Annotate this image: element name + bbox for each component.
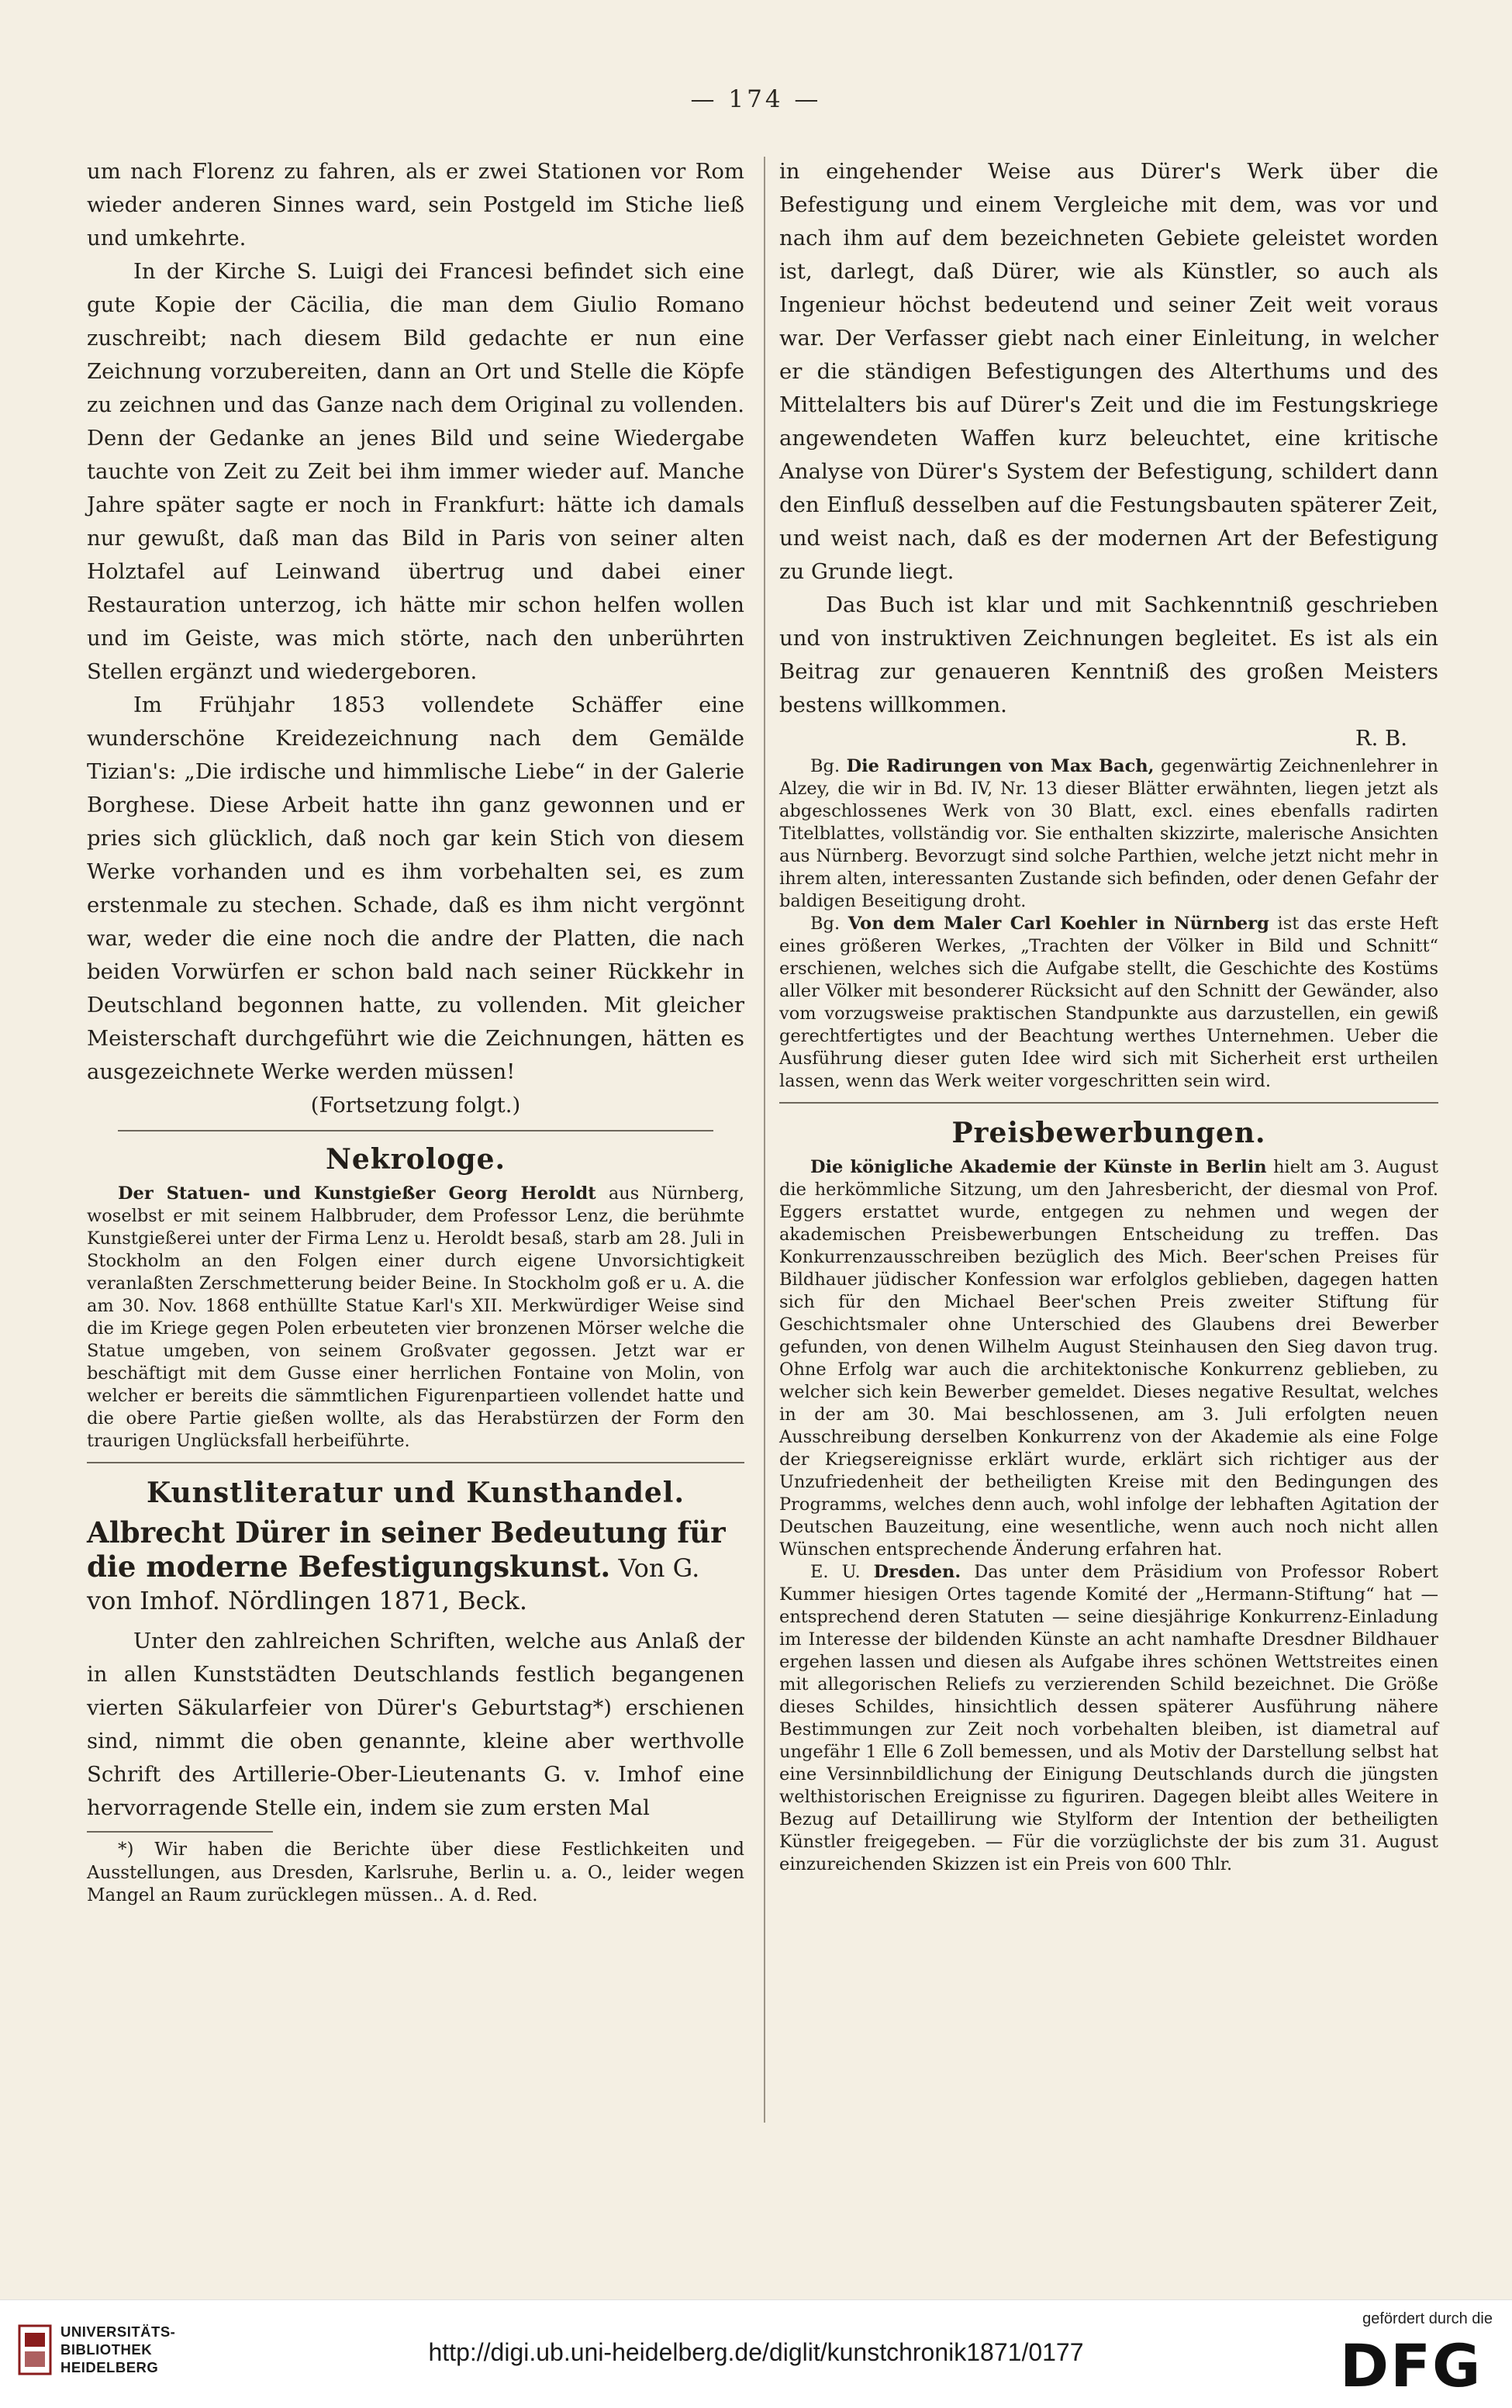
book-review-paragraph: Unter den zahlreichen Schriften, welche aus Anlaß der in allen Kunststädten Deutschlands festlich begangenen vierten Säkularfeier von Dürer's Geburtstag*) erschienen sind, nimmt die oben genannte, kleine aber werthvolle Schrift des Artillerie-Ober-Lieutenants G. v. Imhof eine hervorragende Stelle ein, indem sie zum ersten Mal: [87, 1629, 744, 1820]
book-title: Albrecht Dürer in seiner Bedeutung für die moderne Befestigungskunst.: [87, 1515, 726, 1584]
book-title-block: [87, 1516, 744, 1617]
bach-prefix: Bg.: [810, 756, 841, 776]
koehler-prefix: Bg.: [810, 914, 841, 934]
dresden-lead: Dresden.: [873, 1562, 961, 1582]
left-paragraph-2: In der Kirche S. Luigi dei Francesi befindet sich eine gute Kopie der Cäcilia, die man dem Giulio Romano zuschreibt; nach diesem Bild gedachte er nun eine Zeichnung vorzubereiten, dann an Ort und Stelle die Köpfe zu zeichnen und das Ganze nach dem Original zu vollenden. Denn der Gedanke an jenes Bild und seine Wiedergabe tauchte von Zeit zu Zeit bei ihm immer wieder auf. Manche Jahre später sagte er noch in Frankfurt: hätte ich damals nur gewußt, daß man das Bild in Paris von seiner alten Holztafel auf Leinwand übertrug und dabei einer Restauration unterzog, ich hätte mir schon helfen wollen und im Geiste, was mich störte, nach den unberührten Stellen ergänzt und wiedergeboren.: [87, 259, 744, 684]
koehler-text: ist das erste Heft eines größeren Werkes, „Trachten der Völker in Bild und Schnitt“ erschienen, welches sich die Aufgabe stellt, die Geschichte des Kostüms aller Völker mit besonderer Rücksicht auf den Schnitt der Gewänder, also vom vorzugsweise praktischen Standpunkte aus darzustellen, ein gewiß gerechtfertigtes und der Beachtung werthes Unternehmen. Ueber die Ausführung dieser guten Idee wird sich mit Sicherheit erst urtheilen lassen, wenn das Werk weiter vorgeschritten sein wird.: [779, 914, 1438, 1091]
dfg-logo: DFG: [1340, 2331, 1483, 2400]
left-paragraph-3: Im Frühjahr 1853 vollendete Schäffer eine wunderschöne Kreidezeichnung nach dem Gemälde Tizian's: „Die irdische und himmlische Liebe“ in der Galerie Borghese. Diese Arbeit hatte ihn ganz gewonnen und er pries sich glücklich, daß noch gar kein Stich von diesem Werke vorhanden und es ihm vorbehalten sei, es zum erstenmale zu stechen. Schade, daß es ihm nicht vergönnt war, weder die eine noch die andre der Platten, die nach beiden Vorwürfen er schon bald nach seiner Rückkehr in Deutschland begonnen hatte, zu vollenden. Mit gleicher Meisterschaft durchgeführt wie die Zeichnungen, hätten es ausgezeichnete Werke werden müssen!: [87, 693, 744, 1084]
dresden-text: Das unter dem Präsidium von Professor Robert Kummer hiesigen Ortes tagende Komité der „Hermann-Stiftung“ hat — entsprechend deren Statuten — seine diesjährige Konkurrenz-Einladung im Interesse der bildenden Künste an acht namhafte Dresdner Bildhauer ergehen lassen und diesen als Aufgabe ihres schönen Wettstreites einen mit allegorischen Reliefs zu verzierenden Schild bezeichnet. Die Größe dieses Schildes, hinsichtlich dessen späterer Ausführung nähere Bestimmungen zur Zeit noch vorbehalten bleiben, ist diametral auf ungefähr 1 Elle 6 Zoll bemessen, und als Motiv der Darstellung selbst hat eine Versinnbildlichung der Einigung Deutschlands durch die jüngsten welthistorischen Ereignisse zu figuriren. Dagegen bleibt alles Weitere in Bezug auf Detaillirung wie Stylform der Intention der betheiligten Künstler freigegeben. — Für die vorzüglichste der bis zum 31. August einzureichenden Skizzen ist ein Preis von 600 Thlr.: [779, 1562, 1439, 1874]
obituary-heading: Nekrologe.: [325, 1143, 506, 1176]
institution-name: UNIVERSITÄTS- BIBLIOTHEK HEIDELBERG: [60, 2323, 176, 2375]
left-paragraph-1: um nach Florenz zu fahren, als er zwei Stationen vor Rom wieder anderen Sinnes ward, sein Postgeld im Stiche ließ und umkehrte.: [87, 159, 744, 250]
prize-entries: [779, 1156, 1438, 1876]
bach-lead: Die Radirungen von Max Bach,: [846, 756, 1155, 776]
viewer-footer: [0, 2299, 1512, 2408]
obituary-text: aus Nürnberg, woselbst er mit seinem Halbbruder, dem Professor Lenz, die berühmte Kunstgießerei unter der Firma Lenz u. Heroldt besaß, starb am 28. Juli in Stockholm an den Folgen einer durch eigene Unvorsichtigkeit veranlaßten Zerschmetterung beider Beine. In Stockholm goß er u. A. die am 30. Nov. 1868 enthüllte Statue Karl's XII. Merkwürdiger Weise sind die im Kriege gegen Polen erbeuteten vier bronzenen Mörser welche die Statue umgeben, von seinem Großvater gegossen. Jetzt war er beschäftigt mit dem Gusse einer herrlichen Fontaine von Molin, von welcher er bereits die sämmtlichen Figurenpartieen vollendet hatte und die obere Partie gießen wollte, als das Herabstürzen der Form den traurigen Unglücksfall herbeiführte.: [87, 1183, 744, 1451]
dresden-prefix: E. U.: [810, 1562, 861, 1582]
column-divider: [764, 157, 765, 2123]
prize-heading: Preisbewerbungen.: [951, 1117, 1266, 1149]
footnote: [87, 1839, 744, 1908]
academy-text: hielt am 3. August die herkömmliche Sitzung, um den Jahresbericht, der diesmal von Prof. Eggers erstattet wurde, entgegen zu nehmen und wegen der akademischen Preisbewerbungen Entscheidung zu treffen. Das Konkurrenzausschreiben bezüglich des Mich. Beer'schen Preises für Bildhauer jüdischer Konfession war erfolglos geblieben, dagegen hatten sich für den Michael Beer'schen Preis zweiter Stiftung für Geschichtsmaler ohne Unterschied des Glaubens drei Bewerber gefunden, von denen Wilhelm August Steinhausen den Sieg davon trug. Ohne Erfolg war auch die architektonische Konkurrenz geblieben, zu welcher sich kein Bewerber gemeldet. Dieses negative Resultat, welches in der am 30. Mai beschlossenen, am 3. Juli erfolgten neuen Ausschreibung derselben Konkurrenz von der Akademie als eine Folge der Kriegsereignisse erklärt wurde, erklärt sich richtiger aus der Unzufriedenheit der betheiligten Kreise mit den Bedingungen des Programms, welches denn auch, wohl infolge der lebhaften Agitation der Deutschen Bauzeitung, eine wesentliche, wenn auch noch nicht allen Wünschen entsprechende Änderung erfahren hat.: [779, 1157, 1438, 1560]
page-number: — 174 —: [690, 85, 822, 113]
book-byline: Von G. von Imhof. Nördlingen 1871, Beck.: [87, 1553, 700, 1615]
source-url-link[interactable]: http://digi.ub.uni-heidelberg.de/diglit/kunstchronik1871/0177: [428, 2338, 1084, 2366]
bach-text: gegenwärtig Zeichnenlehrer in Alzey, die wir in Bd. IV, Nr. 13 dieser Blätter erwähnten, liegen jetzt als abgeschlossenes Werk von 30 Blatt, excl. eines ebenfalls radirten Titelblattes, vollständig vor. Sie enthalten skizzirte, malerische Ansichten aus Nürnberg. Bevorzugt sind solche Parthien, welche jetzt nicht mehr in ihrem alten, interessanten Zustande sich befinden, oder denen Gefahr der baldigen Beseitigung droht.: [779, 756, 1438, 911]
section-rule: [118, 1130, 713, 1131]
obituary-entry: [87, 1183, 744, 1453]
review-signature: R. B.: [1355, 726, 1407, 751]
section-rule: [779, 1102, 1438, 1104]
continued-note: (Fortsetzung folgt.): [310, 1093, 521, 1118]
left-column: [87, 155, 744, 1908]
section-rule: [87, 1462, 744, 1463]
right-paragraph-1: in eingehender Weise aus Dürer's Werk über die Befestigung und einem Vergleiche mit dem, was vor und nach ihm auf dem bezeichneten Gebiete geleistet worden ist, darlegt, daß Dürer, wie als Künstler, so auch als Ingenieur höchst bedeutend und seiner Zeit weit voraus war. Der Verfasser giebt nach einer Einleitung, in welcher er die ständigen Befestigungen des Alterthums und des Mittelalters bis auf Dürer's Zeit und die im Festungskriege angewendeten Waffen kurz beleuchtet, eine kritische Analyse von Dürer's System der Befestigung, schildert dann den Einfluß desselben auf die Festungsbauten späterer Zeit, und weist nach, daß es der modernen Art der Befestigung zu Grunde liegt.: [779, 159, 1438, 584]
footnote-text: *) Wir haben die Berichte über diese Festlichkeiten und Ausstellungen, aus Dresden, Karlsruhe, Berlin u. a. O., leider wegen Mangel an Raum zurücklegen müssen.. A. d. Red.: [87, 1840, 744, 1905]
academy-lead: Die königliche Akademie der Künste in Berlin: [810, 1157, 1267, 1177]
obituary-lead: Der Statuen- und Kunstgießer Georg Heroldt: [118, 1183, 596, 1204]
news-entries: [779, 755, 1438, 1093]
sponsor-caption: gefördert durch die: [1362, 2310, 1493, 2327]
footnote-rule: [87, 1831, 273, 1833]
review-signature-row: [779, 722, 1438, 755]
right-column: [779, 155, 1438, 1876]
right-paragraph-2: Das Buch ist klar und mit Sachkenntniß geschrieben und von instruktiven Zeichnungen begleitet. Es ist als ein Beitrag zur genaueren Kenntniß des großen Meisters bestens willkommen.: [779, 592, 1438, 717]
koehler-lead: Von dem Maler Carl Koehler in Nürnberg: [847, 914, 1269, 934]
literature-heading: Kunstliteratur und Kunsthandel.: [147, 1477, 685, 1509]
